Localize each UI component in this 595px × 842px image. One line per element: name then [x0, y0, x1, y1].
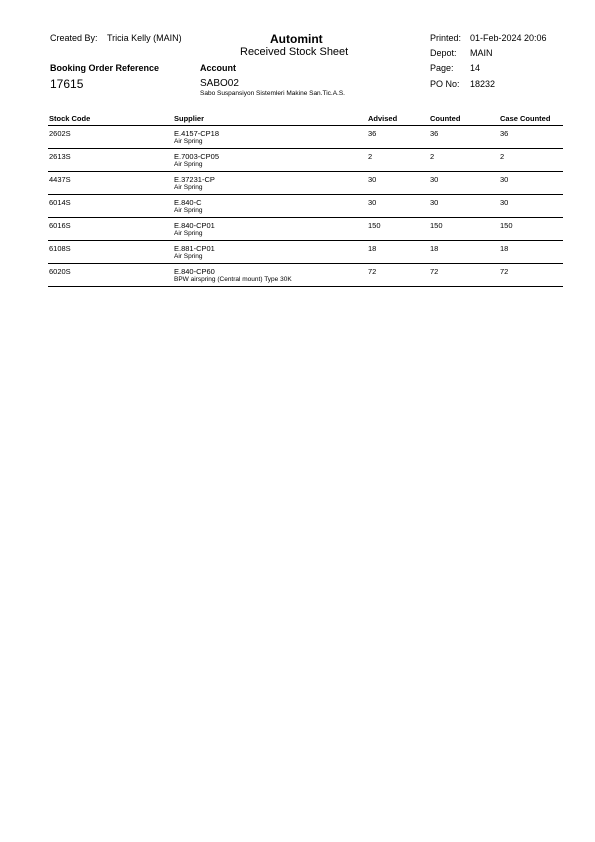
po-label: PO No:	[430, 79, 460, 89]
col-stock-code: Stock Code	[49, 114, 91, 123]
table-row	[48, 172, 563, 195]
account-label: Account	[200, 63, 236, 73]
table-row	[48, 241, 563, 264]
supplier-code: E.7003-CP05	[174, 152, 220, 161]
stock-code: 6016S	[49, 221, 71, 230]
table-row	[48, 264, 563, 287]
counted-qty: 30	[430, 175, 439, 184]
case-counted-qty: 36	[500, 129, 509, 138]
stock-code: 2613S	[49, 152, 71, 161]
supplier-code: E.37231-CP	[174, 175, 215, 184]
item-description: BPW airspring (Central mount) Type 30K	[174, 276, 292, 283]
item-description: Air Spring	[174, 161, 203, 168]
case-counted-qty: 72	[500, 267, 509, 276]
supplier-code: E.840-CP60	[174, 267, 215, 276]
printed-value: 01-Feb-2024 20:06	[470, 33, 547, 43]
supplier-code: E.840-C	[174, 198, 202, 207]
advised-qty: 2	[368, 152, 373, 161]
page-value: 14	[470, 63, 481, 73]
company-name: Automint	[270, 32, 323, 46]
item-description: Air Spring	[174, 207, 203, 214]
col-advised: Advised	[368, 114, 398, 123]
counted-qty: 18	[430, 244, 439, 253]
supplier-code: E.881-CP01	[174, 244, 215, 253]
depot-value: MAIN	[470, 48, 493, 58]
po-value: 18232	[470, 79, 496, 89]
col-counted: Counted	[430, 114, 461, 123]
item-description: Air Spring	[174, 253, 203, 260]
supplier-code: E.4157-CP18	[174, 129, 220, 138]
stock-code: 6020S	[49, 267, 71, 276]
counted-qty: 72	[430, 267, 439, 276]
table-row	[48, 218, 563, 241]
counted-qty: 30	[430, 198, 439, 207]
counted-qty: 150	[430, 221, 443, 230]
created-by-label: Created By:	[50, 33, 98, 43]
account-name: Sabo Suspansiyon Sistemleri Makine San.Tic.A.S.	[200, 90, 345, 97]
stock-code: 6108S	[49, 244, 71, 253]
account-code: SABO02	[200, 78, 239, 89]
case-counted-qty: 150	[500, 221, 513, 230]
advised-qty: 18	[368, 244, 377, 253]
report-title: Received Stock Sheet	[240, 46, 349, 58]
case-counted-qty: 30	[500, 198, 509, 207]
case-counted-qty: 2	[500, 152, 505, 161]
table-row	[48, 126, 563, 149]
stock-code: 6014S	[49, 198, 71, 207]
col-supplier: Supplier	[174, 114, 205, 123]
supplier-code: E.840-CP01	[174, 221, 215, 230]
advised-qty: 30	[368, 198, 377, 207]
table-row	[48, 195, 563, 218]
table-header	[48, 114, 563, 126]
stock-code: 4437S	[49, 175, 71, 184]
advised-qty: 72	[368, 267, 377, 276]
advised-qty: 36	[368, 129, 377, 138]
item-description: Air Spring	[174, 138, 203, 145]
booking-order-label: Booking Order Reference	[50, 63, 160, 73]
created-by-value: Tricia Kelly (MAIN)	[107, 33, 182, 43]
booking-order-value: 17615	[50, 77, 84, 91]
stock-code: 2602S	[49, 129, 71, 138]
case-counted-qty: 18	[500, 244, 509, 253]
case-counted-qty: 30	[500, 175, 509, 184]
counted-qty: 36	[430, 129, 439, 138]
counted-qty: 2	[430, 152, 435, 161]
item-description: Air Spring	[174, 230, 203, 237]
stock-table	[48, 114, 563, 287]
table-row	[48, 149, 563, 172]
advised-qty: 150	[368, 221, 381, 230]
advised-qty: 30	[368, 175, 377, 184]
col-case-counted: Case Counted	[500, 114, 551, 123]
page-label: Page:	[430, 63, 454, 73]
printed-label: Printed:	[430, 33, 462, 43]
item-description: Air Spring	[174, 184, 203, 191]
depot-label: Depot:	[430, 48, 457, 58]
